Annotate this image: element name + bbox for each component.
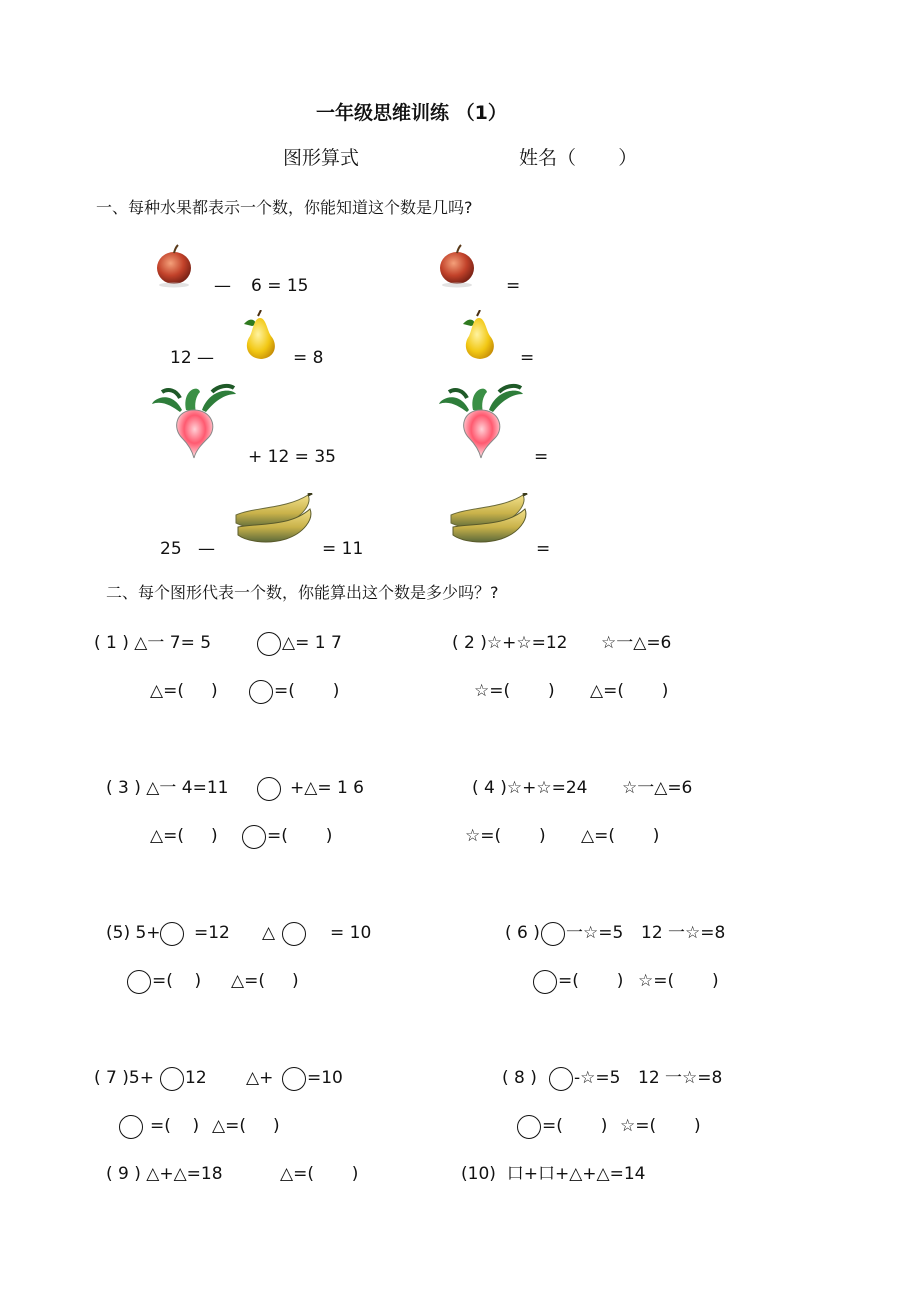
section2-heading: 二、每个图形代表一个数，你能算出这个数是多少吗？? [106, 583, 499, 602]
circle-shape [257, 777, 281, 801]
problem-2-eq1: ( 2 )☆+☆=12 [452, 633, 568, 653]
circle-shape [127, 970, 151, 994]
problem-5-eq1b: =12 [194, 923, 230, 943]
problem-4-answer2: △=( ) [581, 826, 660, 846]
circle-shape [533, 970, 557, 994]
problem-7-eq2a: △+ [246, 1068, 274, 1088]
problem-6-answer1: =( ) [558, 971, 624, 991]
page-subtitle: 图形算式 [283, 147, 360, 169]
problem-6-eq1b: 一☆=5 [566, 923, 624, 943]
circle-shape [119, 1115, 143, 1139]
apple-icon [437, 244, 477, 289]
answer-equals: = [506, 276, 521, 296]
problem-5-eq2b: = 10 [330, 923, 372, 943]
circle-shape [249, 680, 273, 704]
pear-icon [234, 310, 282, 362]
problem-6-eq2: 12 一☆=8 [641, 923, 726, 943]
problem-8-answer2: ☆=( ) [620, 1116, 701, 1136]
pear-icon [453, 310, 501, 362]
answer-equals: = [534, 447, 549, 467]
problem-7-eq2b: =10 [307, 1068, 343, 1088]
radish-icon [439, 380, 525, 460]
problem-2-answer1: ☆=( ) [474, 681, 555, 701]
minus-sign: — [214, 276, 231, 296]
circle-shape [160, 1067, 184, 1091]
equation-text: 6 = 15 [251, 276, 309, 296]
problem-9-answer1: △=( ) [280, 1164, 359, 1184]
circle-shape [242, 825, 266, 849]
problem-1-eq1: ( 1 ) △一 7= 5 [94, 633, 212, 653]
name-field-label: 姓名（ ） [519, 147, 638, 169]
radish-icon [152, 380, 238, 460]
answer-equals: = [520, 348, 535, 368]
equation-text: 12 — [170, 348, 215, 368]
banana-icon [234, 493, 314, 547]
problem-3-answer1: △=( ) [150, 826, 218, 846]
circle-shape [282, 922, 306, 946]
problem-5-answer2: △=( ) [231, 971, 299, 991]
problem-8-answer1: =( ) [542, 1116, 608, 1136]
equation-text: = 11 [322, 539, 364, 559]
problem-3-eq1: ( 3 ) △一 4=11 [106, 778, 229, 798]
circle-shape [160, 922, 184, 946]
problem-3-eq2: +△= 1 6 [290, 778, 365, 798]
problem-8-eq2: 12 一☆=8 [638, 1068, 723, 1088]
circle-shape [517, 1115, 541, 1139]
problem-4-eq2: ☆一△=6 [622, 778, 693, 798]
circle-shape [282, 1067, 306, 1091]
problem-8-eq1b: -☆=5 [574, 1068, 621, 1088]
problem-4-eq1: ( 4 )☆+☆=24 [472, 778, 588, 798]
problem-7-eq1a: ( 7 )5+ [94, 1068, 154, 1088]
problem-7-answer1: =( ) [150, 1116, 200, 1136]
problem-2-answer2: △=( ) [590, 681, 669, 701]
problem-5-answer1: =( ) [152, 971, 202, 991]
answer-equals: = [536, 539, 551, 559]
minus-sign: — [198, 539, 215, 559]
problem-7-answer2: △=( ) [212, 1116, 280, 1136]
banana-icon [449, 493, 529, 547]
problem-1-answer1: △=( ) [150, 681, 218, 701]
problem-1-eq2: △= 1 7 [282, 633, 342, 653]
problem-5-eq1a: (5) 5+ [106, 923, 161, 943]
equation-text: = 8 [293, 348, 324, 368]
page-title: 一年级思维训练 （1） [316, 102, 507, 124]
problem-10-eq1: (10) 口+口+△+△=14 [461, 1164, 646, 1184]
problem-5-eq2a: △ [262, 923, 276, 943]
problem-4-answer1: ☆=( ) [465, 826, 546, 846]
apple-icon [154, 244, 194, 289]
equation-text: + 12 = 35 [248, 447, 336, 467]
problem-3-answer2: =( ) [267, 826, 333, 846]
problem-1-answer2: =( ) [274, 681, 340, 701]
problem-7-eq1b: 12 [185, 1068, 207, 1088]
problem-6-eq1a: ( 6 ) [505, 923, 540, 943]
problem-9-eq1: ( 9 ) △+△=18 [106, 1164, 223, 1184]
circle-shape [257, 632, 281, 656]
circle-shape [541, 922, 565, 946]
problem-6-answer2: ☆=( ) [638, 971, 719, 991]
equation-text: 25 [160, 539, 182, 559]
problem-8-eq1a: ( 8 ) [502, 1068, 537, 1088]
problem-2-eq2: ☆一△=6 [601, 633, 672, 653]
circle-shape [549, 1067, 573, 1091]
section1-heading: 一、每种水果都表示一个数，你能知道这个数是几吗? [96, 198, 473, 217]
